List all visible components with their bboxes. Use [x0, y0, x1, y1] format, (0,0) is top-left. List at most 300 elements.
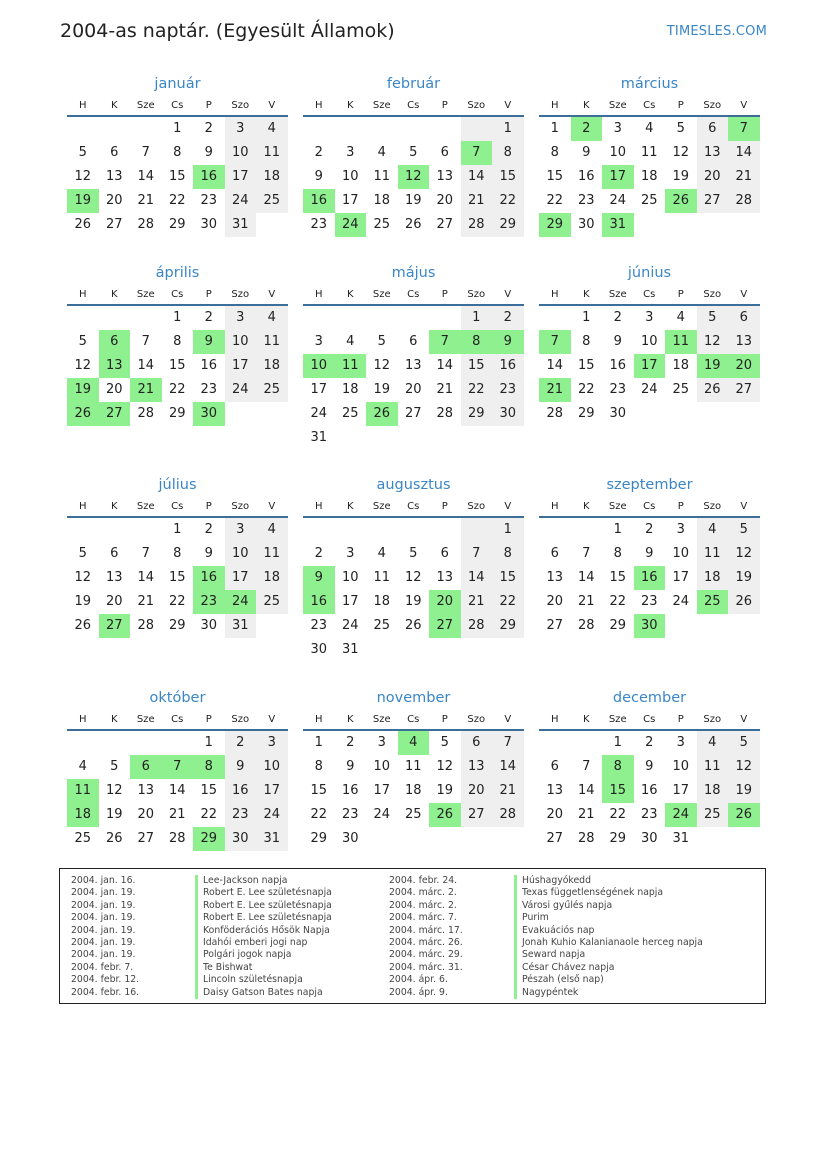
day-cell[interactable]: 7	[461, 542, 493, 566]
day-cell[interactable]: 20	[546, 807, 564, 822]
day-cell[interactable]: 28	[577, 831, 595, 846]
day-cell[interactable]: 30	[200, 618, 218, 633]
day-cell[interactable]: 8	[613, 546, 622, 561]
day-cell[interactable]: 29	[193, 827, 225, 851]
day-cell[interactable]: 6	[550, 546, 559, 561]
day-cell[interactable]: 7	[461, 141, 493, 165]
day-cell[interactable]: 21	[436, 382, 454, 397]
day-cell[interactable]: 9	[225, 755, 257, 779]
day-cell[interactable]: 5	[409, 145, 418, 160]
day-cell[interactable]: 12	[398, 165, 430, 189]
day-cell[interactable]: 21	[577, 807, 595, 822]
day-cell[interactable]: 26	[74, 217, 92, 232]
day-cell[interactable]: 30	[225, 827, 257, 851]
day-cell[interactable]: 7	[429, 330, 461, 354]
day-cell[interactable]: 8	[193, 755, 225, 779]
day-cell[interactable]: 7	[141, 546, 150, 561]
day-cell[interactable]: 21	[130, 378, 162, 402]
day-cell[interactable]: 28	[137, 217, 155, 232]
day-cell[interactable]: 16	[640, 783, 658, 798]
day-cell[interactable]: 14	[461, 165, 493, 189]
day-cell[interactable]: 3	[225, 518, 257, 542]
day-cell[interactable]: 16	[303, 590, 335, 614]
day-cell[interactable]: 16	[492, 354, 524, 378]
day-cell[interactable]: 17	[672, 570, 690, 585]
day-cell[interactable]: 6	[130, 755, 162, 779]
day-cell[interactable]: 31	[256, 827, 288, 851]
day-cell[interactable]: 22	[492, 590, 524, 614]
day-cell[interactable]: 9	[303, 566, 335, 590]
day-cell[interactable]: 5	[440, 735, 449, 750]
day-cell[interactable]: 5	[110, 759, 119, 774]
day-cell[interactable]: 25	[341, 406, 359, 421]
day-cell[interactable]: 19	[404, 193, 422, 208]
day-cell[interactable]: 17	[634, 354, 666, 378]
day-cell[interactable]: 8	[314, 759, 323, 774]
day-cell[interactable]: 1	[613, 735, 622, 750]
day-cell[interactable]: 23	[640, 594, 658, 609]
day-cell[interactable]: 28	[461, 614, 493, 638]
day-cell[interactable]: 11	[697, 542, 729, 566]
day-cell[interactable]: 4	[256, 306, 288, 330]
day-cell[interactable]: 31	[225, 213, 257, 237]
day-cell[interactable]: 17	[341, 594, 359, 609]
day-cell[interactable]: 29	[492, 614, 524, 638]
day-cell[interactable]: 28	[577, 618, 595, 633]
day-cell[interactable]: 27	[728, 378, 760, 402]
day-cell[interactable]: 4	[676, 310, 685, 325]
day-cell[interactable]: 13	[461, 755, 493, 779]
day-cell[interactable]: 11	[640, 145, 658, 160]
day-cell[interactable]: 16	[225, 779, 257, 803]
day-cell[interactable]: 10	[373, 759, 391, 774]
day-cell[interactable]: 22	[168, 594, 186, 609]
day-cell[interactable]: 18	[640, 169, 658, 184]
day-cell[interactable]: 14	[546, 358, 564, 373]
day-cell[interactable]: 24	[310, 406, 328, 421]
day-cell[interactable]: 17	[373, 783, 391, 798]
day-cell[interactable]: 20	[404, 382, 422, 397]
day-cell[interactable]: 29	[168, 618, 186, 633]
day-cell[interactable]: 24	[609, 193, 627, 208]
day-cell[interactable]: 13	[105, 570, 123, 585]
day-cell[interactable]: 28	[137, 406, 155, 421]
day-cell[interactable]: 23	[341, 807, 359, 822]
day-cell[interactable]: 10	[341, 570, 359, 585]
day-cell[interactable]: 22	[492, 189, 524, 213]
day-cell[interactable]: 29	[168, 217, 186, 232]
day-cell[interactable]: 27	[429, 614, 461, 638]
day-cell[interactable]: 3	[676, 735, 685, 750]
day-cell[interactable]: 22	[168, 382, 186, 397]
day-cell[interactable]: 3	[613, 121, 622, 136]
day-cell[interactable]: 2	[204, 310, 213, 325]
day-cell[interactable]: 2	[613, 310, 622, 325]
day-cell[interactable]: 23	[640, 807, 658, 822]
day-cell[interactable]: 10	[225, 330, 257, 354]
day-cell[interactable]: 17	[310, 382, 328, 397]
day-cell[interactable]: 9	[204, 546, 213, 561]
day-cell[interactable]: 15	[310, 783, 328, 798]
day-cell[interactable]: 22	[546, 193, 564, 208]
day-cell[interactable]: 2	[204, 522, 213, 537]
day-cell[interactable]: 18	[256, 354, 288, 378]
day-cell[interactable]: 3	[377, 735, 386, 750]
day-cell[interactable]: 22	[200, 807, 218, 822]
day-cell[interactable]: 30	[341, 831, 359, 846]
day-cell[interactable]: 20	[105, 193, 123, 208]
day-cell[interactable]: 18	[672, 358, 690, 373]
day-cell[interactable]: 13	[436, 169, 454, 184]
day-cell[interactable]: 26	[404, 618, 422, 633]
day-cell[interactable]: 17	[225, 566, 257, 590]
day-cell[interactable]: 30	[609, 406, 627, 421]
day-cell[interactable]: 2	[346, 735, 355, 750]
day-cell[interactable]: 22	[609, 807, 627, 822]
day-cell[interactable]: 16	[609, 358, 627, 373]
day-cell[interactable]: 10	[303, 354, 335, 378]
day-cell[interactable]: 21	[492, 779, 524, 803]
day-cell[interactable]: 30	[200, 217, 218, 232]
day-cell[interactable]: 1	[492, 518, 524, 542]
day-cell[interactable]: 2	[225, 731, 257, 755]
day-cell[interactable]: 18	[67, 803, 99, 827]
day-cell[interactable]: 12	[105, 783, 123, 798]
day-cell[interactable]: 13	[137, 783, 155, 798]
day-cell[interactable]: 7	[539, 330, 571, 354]
day-cell[interactable]: 11	[373, 570, 391, 585]
day-cell[interactable]: 5	[78, 334, 87, 349]
day-cell[interactable]: 8	[550, 145, 559, 160]
day-cell[interactable]: 17	[672, 783, 690, 798]
day-cell[interactable]: 30	[577, 217, 595, 232]
day-cell[interactable]: 19	[697, 354, 729, 378]
day-cell[interactable]: 2	[571, 117, 603, 141]
day-cell[interactable]: 10	[341, 169, 359, 184]
day-cell[interactable]: 1	[550, 121, 559, 136]
day-cell[interactable]: 11	[256, 141, 288, 165]
day-cell[interactable]: 3	[645, 310, 654, 325]
day-cell[interactable]: 13	[546, 783, 564, 798]
day-cell[interactable]: 19	[74, 594, 92, 609]
day-cell[interactable]: 24	[341, 618, 359, 633]
day-cell[interactable]: 31	[602, 213, 634, 237]
day-cell[interactable]: 5	[676, 121, 685, 136]
day-cell[interactable]: 27	[461, 803, 493, 827]
day-cell[interactable]: 8	[602, 755, 634, 779]
day-cell[interactable]: 23	[193, 590, 225, 614]
day-cell[interactable]: 7	[728, 117, 760, 141]
day-cell[interactable]: 15	[492, 566, 524, 590]
day-cell[interactable]: 10	[640, 334, 658, 349]
day-cell[interactable]: 4	[697, 518, 729, 542]
day-cell[interactable]: 6	[440, 546, 449, 561]
day-cell[interactable]: 12	[728, 755, 760, 779]
day-cell[interactable]: 8	[461, 330, 493, 354]
day-cell[interactable]: 14	[137, 358, 155, 373]
day-cell[interactable]: 3	[676, 522, 685, 537]
day-cell[interactable]: 15	[577, 358, 595, 373]
day-cell[interactable]: 18	[256, 566, 288, 590]
day-cell[interactable]: 16	[193, 165, 225, 189]
day-cell[interactable]: 12	[74, 358, 92, 373]
day-cell[interactable]: 29	[609, 618, 627, 633]
day-cell[interactable]: 15	[168, 570, 186, 585]
day-cell[interactable]: 19	[67, 378, 99, 402]
day-cell[interactable]: 14	[577, 570, 595, 585]
day-cell[interactable]: 18	[341, 382, 359, 397]
day-cell[interactable]: 20	[728, 354, 760, 378]
day-cell[interactable]: 1	[461, 306, 493, 330]
day-cell[interactable]: 23	[200, 382, 218, 397]
day-cell[interactable]: 7	[141, 145, 150, 160]
site-link[interactable]: TIMESLES.COM	[666, 24, 767, 39]
day-cell[interactable]: 5	[728, 518, 760, 542]
day-cell[interactable]: 30	[492, 402, 524, 426]
day-cell[interactable]: 5	[78, 145, 87, 160]
day-cell[interactable]: 9	[204, 145, 213, 160]
day-cell[interactable]: 10	[256, 755, 288, 779]
day-cell[interactable]: 20	[429, 590, 461, 614]
day-cell[interactable]: 26	[67, 402, 99, 426]
day-cell[interactable]: 14	[436, 358, 454, 373]
day-cell[interactable]: 31	[341, 642, 359, 657]
day-cell[interactable]: 12	[74, 570, 92, 585]
day-cell[interactable]: 11	[335, 354, 367, 378]
day-cell[interactable]: 14	[492, 755, 524, 779]
day-cell[interactable]: 11	[697, 755, 729, 779]
day-cell[interactable]: 10	[672, 546, 690, 561]
day-cell[interactable]: 23	[310, 217, 328, 232]
day-cell[interactable]: 12	[74, 169, 92, 184]
day-cell[interactable]: 5	[377, 334, 386, 349]
day-cell[interactable]: 25	[256, 590, 288, 614]
day-cell[interactable]: 1	[204, 735, 213, 750]
day-cell[interactable]: 9	[613, 334, 622, 349]
day-cell[interactable]: 18	[697, 566, 729, 590]
day-cell[interactable]: 26	[404, 217, 422, 232]
day-cell[interactable]: 18	[697, 779, 729, 803]
day-cell[interactable]: 22	[168, 193, 186, 208]
day-cell[interactable]: 1	[492, 117, 524, 141]
day-cell[interactable]: 4	[78, 759, 87, 774]
day-cell[interactable]: 6	[409, 334, 418, 349]
day-cell[interactable]: 4	[645, 121, 654, 136]
day-cell[interactable]: 19	[404, 594, 422, 609]
day-cell[interactable]: 14	[137, 570, 155, 585]
day-cell[interactable]: 10	[609, 145, 627, 160]
day-cell[interactable]: 28	[461, 213, 493, 237]
day-cell[interactable]: 20	[697, 165, 729, 189]
day-cell[interactable]: 15	[609, 570, 627, 585]
day-cell[interactable]: 20	[461, 779, 493, 803]
day-cell[interactable]: 13	[105, 169, 123, 184]
day-cell[interactable]: 25	[373, 217, 391, 232]
day-cell[interactable]: 27	[404, 406, 422, 421]
day-cell[interactable]: 29	[310, 831, 328, 846]
day-cell[interactable]: 8	[173, 546, 182, 561]
day-cell[interactable]: 2	[492, 306, 524, 330]
day-cell[interactable]: 20	[105, 594, 123, 609]
day-cell[interactable]: 4	[398, 731, 430, 755]
day-cell[interactable]: 9	[492, 330, 524, 354]
day-cell[interactable]: 30	[193, 402, 225, 426]
day-cell[interactable]: 18	[404, 783, 422, 798]
day-cell[interactable]: 13	[728, 330, 760, 354]
day-cell[interactable]: 26	[366, 402, 398, 426]
day-cell[interactable]: 14	[137, 169, 155, 184]
day-cell[interactable]: 5	[728, 731, 760, 755]
day-cell[interactable]: 6	[440, 145, 449, 160]
day-cell[interactable]: 16	[303, 189, 335, 213]
day-cell[interactable]: 19	[105, 807, 123, 822]
day-cell[interactable]: 15	[168, 169, 186, 184]
day-cell[interactable]: 22	[577, 382, 595, 397]
day-cell[interactable]: 15	[602, 779, 634, 803]
day-cell[interactable]: 2	[314, 145, 323, 160]
day-cell[interactable]: 19	[436, 783, 454, 798]
day-cell[interactable]: 24	[373, 807, 391, 822]
day-cell[interactable]: 27	[105, 217, 123, 232]
day-cell[interactable]: 2	[314, 546, 323, 561]
day-cell[interactable]: 9	[346, 759, 355, 774]
day-cell[interactable]: 29	[168, 406, 186, 421]
day-cell[interactable]: 29	[539, 213, 571, 237]
day-cell[interactable]: 14	[728, 141, 760, 165]
day-cell[interactable]: 29	[609, 831, 627, 846]
day-cell[interactable]: 11	[404, 759, 422, 774]
day-cell[interactable]: 23	[225, 803, 257, 827]
day-cell[interactable]: 5	[697, 306, 729, 330]
day-cell[interactable]: 26	[429, 803, 461, 827]
day-cell[interactable]: 1	[582, 310, 591, 325]
day-cell[interactable]: 31	[225, 614, 257, 638]
day-cell[interactable]: 27	[99, 402, 131, 426]
day-cell[interactable]: 6	[110, 145, 119, 160]
day-cell[interactable]: 13	[436, 570, 454, 585]
day-cell[interactable]: 1	[173, 121, 182, 136]
day-cell[interactable]: 22	[461, 378, 493, 402]
day-cell[interactable]: 17	[225, 354, 257, 378]
day-cell[interactable]: 30	[634, 614, 666, 638]
day-cell[interactable]: 19	[373, 382, 391, 397]
day-cell[interactable]: 7	[492, 731, 524, 755]
day-cell[interactable]: 30	[310, 642, 328, 657]
day-cell[interactable]: 27	[697, 189, 729, 213]
day-cell[interactable]: 25	[404, 807, 422, 822]
day-cell[interactable]: 3	[346, 145, 355, 160]
day-cell[interactable]: 20	[436, 193, 454, 208]
day-cell[interactable]: 12	[373, 358, 391, 373]
day-cell[interactable]: 29	[492, 213, 524, 237]
day-cell[interactable]: 26	[105, 831, 123, 846]
day-cell[interactable]: 15	[168, 358, 186, 373]
day-cell[interactable]: 29	[577, 406, 595, 421]
day-cell[interactable]: 8	[582, 334, 591, 349]
day-cell[interactable]: 26	[728, 803, 760, 827]
day-cell[interactable]: 10	[672, 759, 690, 774]
day-cell[interactable]: 24	[665, 803, 697, 827]
day-cell[interactable]: 25	[697, 590, 729, 614]
day-cell[interactable]: 17	[256, 779, 288, 803]
day-cell[interactable]: 12	[436, 759, 454, 774]
day-cell[interactable]: 15	[546, 169, 564, 184]
day-cell[interactable]: 9	[582, 145, 591, 160]
day-cell[interactable]: 26	[697, 378, 729, 402]
day-cell[interactable]: 29	[461, 402, 493, 426]
day-cell[interactable]: 1	[314, 735, 323, 750]
day-cell[interactable]: 31	[672, 831, 690, 846]
day-cell[interactable]: 3	[225, 117, 257, 141]
day-cell[interactable]: 3	[225, 306, 257, 330]
day-cell[interactable]: 25	[256, 378, 288, 402]
day-cell[interactable]: 28	[436, 406, 454, 421]
day-cell[interactable]: 6	[697, 117, 729, 141]
day-cell[interactable]: 15	[461, 354, 493, 378]
day-cell[interactable]: 21	[137, 193, 155, 208]
day-cell[interactable]: 19	[672, 169, 690, 184]
day-cell[interactable]: 24	[225, 590, 257, 614]
day-cell[interactable]: 6	[461, 731, 493, 755]
day-cell[interactable]: 17	[602, 165, 634, 189]
day-cell[interactable]: 21	[137, 594, 155, 609]
day-cell[interactable]: 14	[461, 566, 493, 590]
day-cell[interactable]: 3	[314, 334, 323, 349]
day-cell[interactable]: 20	[546, 594, 564, 609]
day-cell[interactable]: 11	[256, 542, 288, 566]
day-cell[interactable]: 2	[204, 121, 213, 136]
day-cell[interactable]: 21	[577, 594, 595, 609]
day-cell[interactable]: 13	[404, 358, 422, 373]
day-cell[interactable]: 9	[193, 330, 225, 354]
day-cell[interactable]: 22	[609, 594, 627, 609]
day-cell[interactable]: 21	[168, 807, 186, 822]
day-cell[interactable]: 10	[225, 141, 257, 165]
day-cell[interactable]: 25	[697, 803, 729, 827]
day-cell[interactable]: 18	[256, 165, 288, 189]
day-cell[interactable]: 16	[577, 169, 595, 184]
day-cell[interactable]: 12	[728, 542, 760, 566]
day-cell[interactable]: 19	[67, 189, 99, 213]
day-cell[interactable]: 9	[645, 759, 654, 774]
day-cell[interactable]: 15	[200, 783, 218, 798]
day-cell[interactable]: 23	[310, 618, 328, 633]
day-cell[interactable]: 7	[162, 755, 194, 779]
day-cell[interactable]: 16	[193, 566, 225, 590]
day-cell[interactable]: 4	[697, 731, 729, 755]
day-cell[interactable]: 3	[346, 546, 355, 561]
day-cell[interactable]: 19	[728, 566, 760, 590]
day-cell[interactable]: 4	[256, 518, 288, 542]
day-cell[interactable]: 23	[200, 193, 218, 208]
day-cell[interactable]: 22	[310, 807, 328, 822]
day-cell[interactable]: 24	[640, 382, 658, 397]
day-cell[interactable]: 18	[373, 193, 391, 208]
day-cell[interactable]: 19	[728, 779, 760, 803]
day-cell[interactable]: 5	[409, 546, 418, 561]
day-cell[interactable]: 25	[74, 831, 92, 846]
day-cell[interactable]: 8	[173, 145, 182, 160]
day-cell[interactable]: 21	[461, 189, 493, 213]
day-cell[interactable]: 28	[168, 831, 186, 846]
day-cell[interactable]: 24	[335, 213, 367, 237]
day-cell[interactable]: 16	[341, 783, 359, 798]
day-cell[interactable]: 30	[640, 831, 658, 846]
day-cell[interactable]: 6	[99, 330, 131, 354]
day-cell[interactable]: 11	[256, 330, 288, 354]
day-cell[interactable]: 8	[492, 141, 524, 165]
day-cell[interactable]: 13	[697, 141, 729, 165]
